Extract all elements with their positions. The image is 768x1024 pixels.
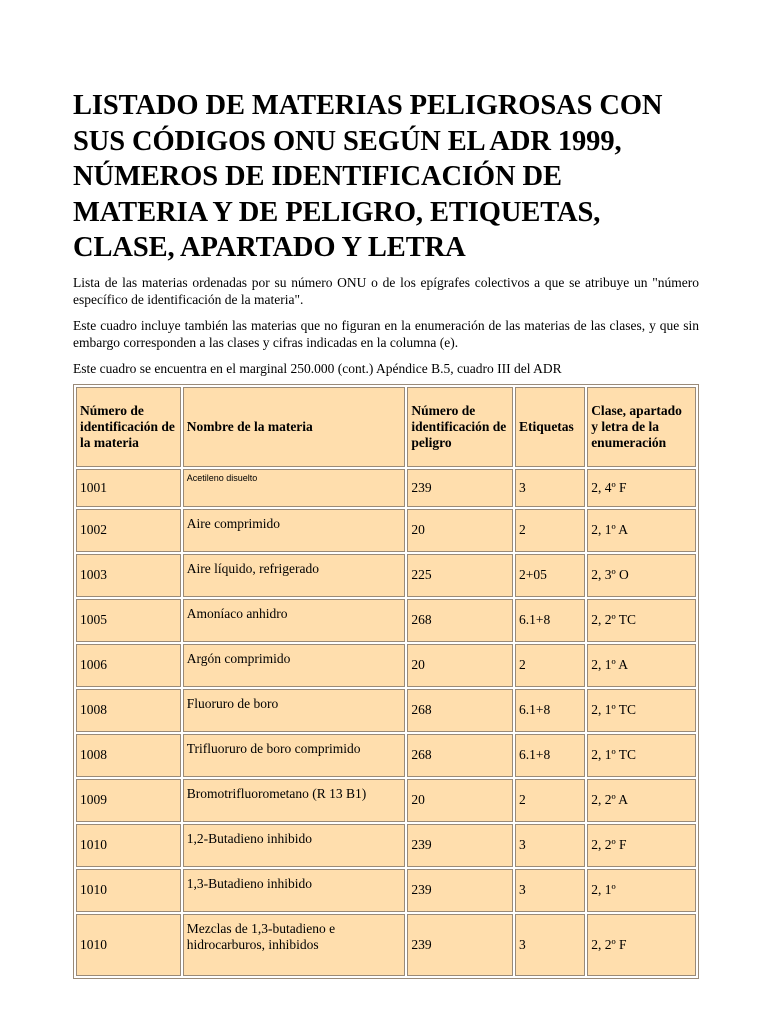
- cell-hazard-number: 225: [407, 554, 513, 597]
- cell-id-number: 1001: [76, 469, 181, 507]
- table-row: [76, 509, 696, 552]
- table-row: [76, 914, 696, 976]
- table-row: [76, 869, 696, 912]
- cell-labels: 3: [515, 869, 585, 912]
- header-labels: Etiquetas: [515, 387, 585, 467]
- cell-id-number: 1010: [76, 914, 181, 976]
- table-row: [76, 824, 696, 867]
- cell-hazard-number: 239: [407, 869, 513, 912]
- cell-labels: 3: [515, 914, 585, 976]
- cell-labels: 3: [515, 469, 585, 507]
- cell-id-number: 1010: [76, 824, 181, 867]
- cell-material-name: 1,3-Butadieno inhibido: [183, 869, 406, 912]
- cell-id-number: 1010: [76, 869, 181, 912]
- cell-labels: 6.1+8: [515, 734, 585, 777]
- cell-class: 2, 2º F: [587, 824, 696, 867]
- header-hazard-number: Número de identificación de peligro: [407, 387, 513, 467]
- table-row: [76, 599, 696, 642]
- cell-hazard-number: 268: [407, 689, 513, 732]
- cell-id-number: 1008: [76, 734, 181, 777]
- cell-labels: 2: [515, 509, 585, 552]
- cell-material-name: 1,2-Butadieno inhibido: [183, 824, 406, 867]
- cell-hazard-number: 268: [407, 599, 513, 642]
- cell-material-name: Bromotrifluorometano (R 13 B1): [183, 779, 406, 822]
- cell-hazard-number: 239: [407, 469, 513, 507]
- cell-class: 2, 1º TC: [587, 734, 696, 777]
- cell-material-name: Acetileno disuelto: [183, 469, 406, 507]
- cell-hazard-number: 20: [407, 509, 513, 552]
- cell-id-number: 1009: [76, 779, 181, 822]
- cell-hazard-number: 20: [407, 644, 513, 687]
- table-row: [76, 734, 696, 777]
- cell-labels: 6.1+8: [515, 599, 585, 642]
- cell-labels: 6.1+8: [515, 689, 585, 732]
- cell-class: 2, 1º: [587, 869, 696, 912]
- cell-hazard-number: 20: [407, 779, 513, 822]
- cell-hazard-number: 239: [407, 824, 513, 867]
- intro-paragraph: Lista de las materias ordenadas por su número ONU o de los epígrafes colectivos a que se atribuye un "número específico de identificación de la materia".: [73, 274, 699, 307]
- cell-class: 2, 2º F: [587, 914, 696, 976]
- document-title: LISTADO DE MATERIAS PELIGROSAS CON SUS CÓDIGOS ONU SEGÚN EL ADR 1999, NÚMEROS DE IDENTIFICACIÓN DE MATERIA Y DE PELIGRO, ETIQUETAS, CLASE, APARTADO Y LETRA: [73, 90, 663, 263]
- cell-material-name: Fluoruro de boro: [183, 689, 406, 732]
- cell-id-number: 1002: [76, 509, 181, 552]
- cell-class: 2, 1º TC: [587, 689, 696, 732]
- cell-class: 2, 2º A: [587, 779, 696, 822]
- cell-material-name: Aire líquido, refrigerado: [183, 554, 406, 597]
- cell-hazard-number: 268: [407, 734, 513, 777]
- cell-id-number: 1005: [76, 599, 181, 642]
- cell-material-name: Argón comprimido: [183, 644, 406, 687]
- document-page: [73, 88, 699, 979]
- header-class: Clase, apartado y letra de la enumeración: [587, 387, 696, 467]
- cell-id-number: 1006: [76, 644, 181, 687]
- cell-class: 2, 1º A: [587, 644, 696, 687]
- cell-material-name: Mezclas de 1,3-butadieno e hidrocarburos, inhibidos: [183, 914, 406, 976]
- cell-class: 2, 3º O: [587, 554, 696, 597]
- cell-labels: 2+05: [515, 554, 585, 597]
- materials-table: [73, 384, 699, 979]
- cell-material-name: Trifluoruro de boro comprimido: [183, 734, 406, 777]
- table-header-row: [76, 387, 696, 467]
- cell-labels: 3: [515, 824, 585, 867]
- cell-class: 2, 1º A: [587, 509, 696, 552]
- scope-paragraph: Este cuadro incluye también las materias que no figuran en la enumeración de las materias de las clases, y que sin embargo corresponden a las clases y cifras indicadas en la columna (e).: [73, 317, 699, 350]
- table-row: [76, 554, 696, 597]
- cell-material-name: Amoníaco anhidro: [183, 599, 406, 642]
- cell-labels: 2: [515, 779, 585, 822]
- table-row: [76, 644, 696, 687]
- source-paragraph: Este cuadro se encuentra en el marginal 250.000 (cont.) Apéndice B.5, cuadro III del ADR: [73, 360, 562, 376]
- cell-class: 2, 4º F: [587, 469, 696, 507]
- table-row: [76, 779, 696, 822]
- cell-labels: 2: [515, 644, 585, 687]
- table-row: [76, 469, 696, 507]
- table-row: [76, 689, 696, 732]
- cell-material-name: Aire comprimido: [183, 509, 406, 552]
- cell-id-number: 1003: [76, 554, 181, 597]
- header-material-name: Nombre de la materia: [183, 387, 406, 467]
- cell-id-number: 1008: [76, 689, 181, 732]
- header-id-number: Número de identificación de la materia: [76, 387, 181, 467]
- cell-class: 2, 2º TC: [587, 599, 696, 642]
- cell-hazard-number: 239: [407, 914, 513, 976]
